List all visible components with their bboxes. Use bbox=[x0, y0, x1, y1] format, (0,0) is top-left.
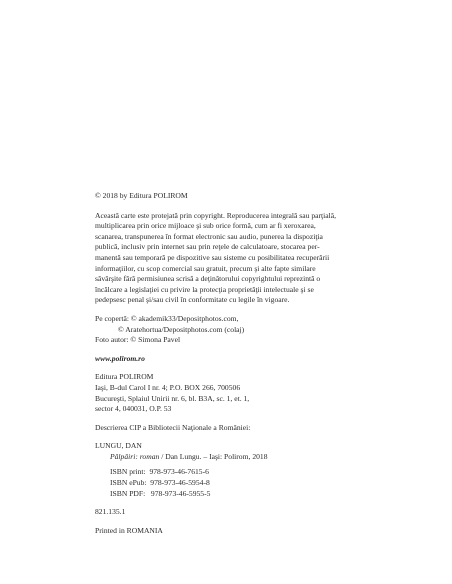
publisher-address bbox=[95, 372, 367, 414]
copyright-line: © 2018 by Editura POLIROM bbox=[95, 191, 188, 200]
isbn-print: ISBN print: 978-973-46-7615-6 bbox=[110, 467, 209, 477]
legal-line: scanarea, transpunerea în format electronic sau audio, punerea la dispoziţia bbox=[95, 231, 323, 241]
cip-record bbox=[95, 441, 367, 499]
legal-line: Această carte este protejată prin copyright. Reproducerea integrală sau parţială, bbox=[95, 210, 336, 220]
udc-classification: 821.135.1 bbox=[95, 507, 126, 517]
isbn-list bbox=[95, 467, 367, 499]
isbn-epub: ISBN ePub: 978-973-46-5954-8 bbox=[110, 478, 210, 488]
legal-line: săvârşite fără permisiunea scrisă a deţinătorului copyrightului reprezintă o bbox=[95, 274, 321, 284]
cover-credit: Pe copertă: © akademik33/Depositphotos.com, bbox=[95, 313, 239, 323]
address-iasi: Iaşi, B-dul Carol I nr. 4; P.O. BOX 266, 700506 bbox=[95, 382, 241, 392]
publisher-website: www.polirom.ro bbox=[95, 353, 145, 363]
legal-line: multiplicarea prin orice mijloace şi sub orice formă, cum ar fi xeroxarea, bbox=[95, 221, 316, 231]
legal-line: pedepsesc penal şi/sau civil în conformitate cu legile în vigoare. bbox=[95, 295, 290, 305]
cip-title-line bbox=[95, 452, 367, 463]
image-credits bbox=[95, 314, 367, 346]
legal-line: încălcare a legislaţiei cu privire la protecţia proprietăţii intelectuale şi se bbox=[95, 284, 314, 294]
cip-title: Pâlpâiri: roman bbox=[110, 451, 160, 461]
cip-heading: Descrierea CIP a Bibliotecii Naţionale a României: bbox=[95, 422, 251, 432]
cip-author: LUNGU, DAN bbox=[95, 441, 142, 451]
address-bucuresti: Bucureşti, Splaiul Unirii nr. 6, bl. B3A, sc. 1, et. 1, bbox=[95, 393, 250, 403]
printed-in: Printed in ROMANIA bbox=[95, 525, 163, 535]
legal-line: manentă sau temporară pe dispozitive sau sisteme cu posibilitatea recuperării bbox=[95, 252, 330, 262]
cover-credit-continued: © Aratehortua/Depositphotos.com (colaj) bbox=[118, 324, 245, 334]
isbn-pdf: ISBN PDF: 978-973-46-5955-5 bbox=[110, 488, 211, 498]
legal-notice bbox=[95, 211, 367, 306]
publisher-name: Editura POLIROM bbox=[95, 372, 154, 382]
legal-line: informaţiilor, cu scop comercial sau gratuit, precum şi alte fapte similare bbox=[95, 263, 316, 273]
copyright-page bbox=[95, 191, 367, 536]
legal-line: publică, inclusiv prin internet sau prin reţele de calculatoare, stocarea per- bbox=[95, 242, 320, 252]
address-sector: sector 4, 040031, O.P. 53 bbox=[95, 404, 172, 414]
author-photo-credit: Foto autor: © Simona Pavel bbox=[95, 335, 181, 345]
cip-title-details: / Dan Lungu. – Iaşi: Polirom, 2018 bbox=[159, 451, 268, 461]
